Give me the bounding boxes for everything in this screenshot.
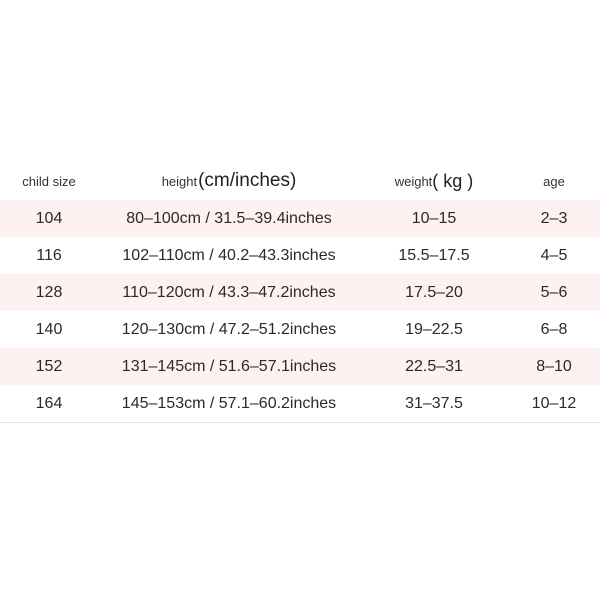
cell-size: 104 — [35, 209, 63, 227]
table-row — [0, 311, 600, 348]
cell-size: 128 — [35, 283, 63, 301]
cell-age: 10–12 — [531, 394, 577, 412]
cell-weight: 15.5–17.5 — [398, 246, 470, 264]
cell-size: 140 — [35, 320, 63, 338]
table-header-row — [0, 162, 600, 200]
header-weight-label: weight — [394, 173, 433, 189]
cell-height: 131–145cm / 51.6–57.1inches — [121, 357, 337, 375]
table-row — [0, 237, 600, 274]
header-weight — [372, 162, 496, 200]
table-row — [0, 385, 600, 422]
cell-height: 145–153cm / 57.1–60.2inches — [121, 394, 337, 412]
cell-age: 8–10 — [536, 357, 572, 375]
cell-height: 120–130cm / 47.2–51.2inches — [121, 320, 337, 338]
size-chart-table — [0, 162, 600, 423]
cell-age: 2–3 — [540, 209, 568, 227]
header-height — [98, 162, 360, 200]
cell-size: 116 — [36, 246, 62, 264]
cell-weight: 31–37.5 — [405, 394, 463, 412]
header-weight-unit: ( kg ) — [432, 170, 474, 191]
cell-weight: 22.5–31 — [405, 357, 463, 375]
cell-age: 5–6 — [540, 283, 568, 301]
header-height-unit: (cm/inches) — [198, 170, 297, 191]
cell-age: 6–8 — [540, 320, 568, 338]
table-row — [0, 200, 600, 237]
cell-weight: 10–15 — [411, 209, 457, 227]
cell-size: 164 — [35, 394, 63, 412]
cell-weight: 19–22.5 — [405, 320, 463, 338]
header-age: age — [543, 173, 565, 189]
cell-size: 152 — [35, 357, 63, 375]
header-height-label: height — [161, 173, 198, 189]
cell-weight: 17.5–20 — [405, 283, 463, 301]
header-child-size: child size — [22, 173, 76, 189]
cell-height: 110–120cm / 43.3–47.2inches — [122, 283, 336, 301]
table-bottom-divider — [0, 422, 600, 423]
cell-height: 80–100cm / 31.5–39.4inches — [126, 209, 332, 227]
table-row — [0, 348, 600, 385]
cell-height: 102–110cm / 40.2–43.3inches — [122, 246, 336, 264]
cell-age: 4–5 — [540, 246, 568, 264]
table-row — [0, 274, 600, 311]
